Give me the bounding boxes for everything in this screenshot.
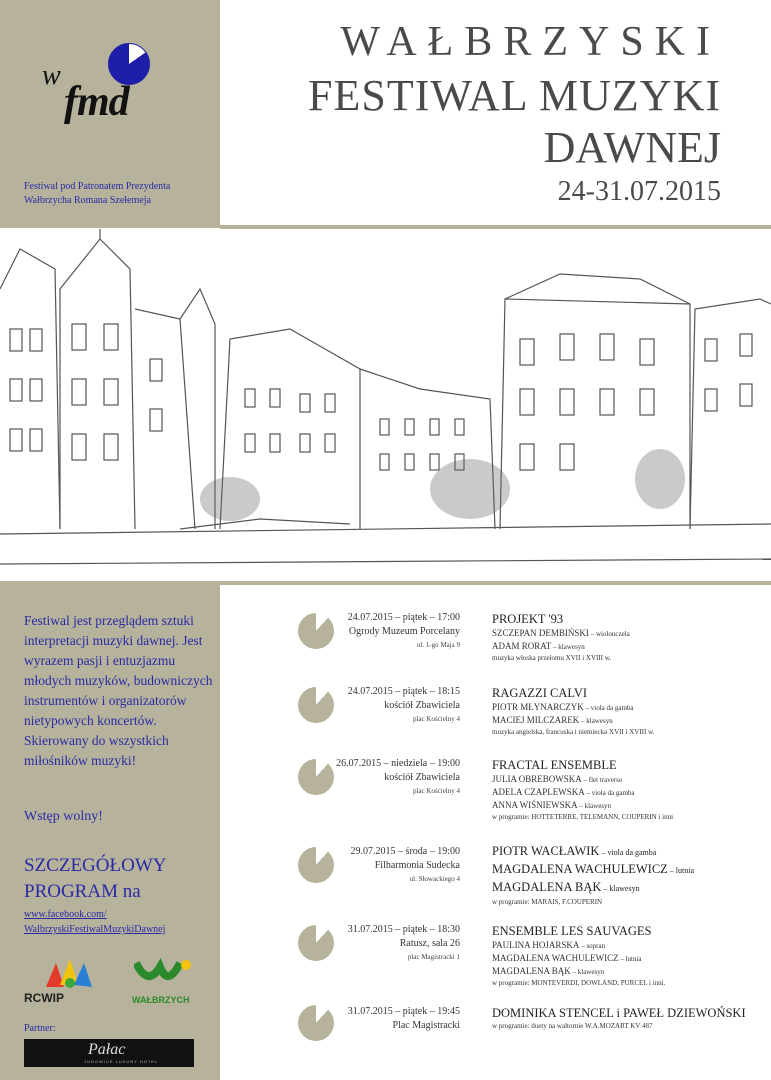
- performer: [492, 965, 762, 978]
- event-note: muzyka włoska przełomu XVII i XVIII w.: [492, 654, 612, 662]
- sponsor-logos: [22, 955, 212, 1015]
- event-date: 29.07.2015 – środa – 19:00: [350, 846, 460, 857]
- performer: [492, 939, 762, 952]
- title-line-2: FESTIWAL MUZYKI: [308, 71, 721, 120]
- festival-logo: [38, 40, 178, 140]
- event-address: plac Magistracki 1: [407, 953, 460, 961]
- event-address: ul. 1-go Maja 9: [416, 641, 460, 649]
- performer-name: MAGDALENA WACHULEWICZ: [492, 862, 668, 876]
- event-title: RAGAZZI CALVI: [492, 686, 588, 700]
- logo-letters-fmd: fmd: [64, 79, 129, 125]
- performer-name: JULIA OBREBOWSKA: [492, 774, 582, 784]
- performer: [492, 879, 762, 897]
- performer-role: – viola da gamba: [599, 848, 657, 857]
- festival-description: Festiwal jest przeglądem sztuki interpretacji muzyki dawnej. Jest wyrazem pasji i entuzjazmu młodych muzyków, budowniczych instrumentów i organizatorów nietypowych koncertów. Skierowany do wszystkich miłośników muzyki!: [24, 613, 213, 768]
- detailed-program-line-2: PROGRAM na: [24, 881, 141, 902]
- event-when: [300, 685, 460, 725]
- partner-name: Pałac: [88, 1041, 126, 1058]
- performer: [492, 627, 762, 640]
- event-note: w programie: duety na waltornie W.A.MOZART KV 487: [492, 1022, 653, 1030]
- performer: [492, 952, 762, 965]
- concert-program: [220, 585, 771, 1080]
- event-when: [300, 757, 460, 797]
- info-side-panel: [0, 585, 220, 1080]
- title-line-3: DAWNEJ: [543, 123, 721, 172]
- partner-label: Partner:: [24, 1023, 56, 1034]
- performer-role: – lutnia: [618, 955, 642, 963]
- performer-role: – klawesyn: [601, 884, 640, 893]
- event-place: Ogrody Muzeum Porcelany: [348, 626, 460, 637]
- performer-name: ADAM RORAT: [492, 641, 552, 651]
- header-side-panel: [0, 0, 220, 228]
- event-date: 31.07.2015 – piątek – 19:45: [347, 1006, 460, 1017]
- event-place: kościół Zbawiciela: [384, 700, 460, 711]
- walbrzych-logo-icon: [134, 957, 192, 987]
- event-place: kościół Zbawiciela: [384, 772, 460, 783]
- performer-name: ADELA CZAPLEWSKA: [492, 787, 585, 797]
- town-square-sketch: [0, 229, 771, 581]
- event-place: Filharmonia Sudecka: [374, 860, 460, 871]
- event-address: plac Kościelny 4: [412, 715, 460, 723]
- title-line-1: WAŁBRZYSKI: [340, 19, 721, 65]
- event-when: [300, 1005, 460, 1033]
- event-place: Plac Magistracki: [392, 1020, 460, 1031]
- event-title: ENSEMBLE LES SAUVAGES: [492, 924, 652, 938]
- facebook-link-line-2: WalbrzyskiFestiwalMuzykiDawnej: [24, 924, 166, 935]
- performer-name: PAULINA HOJARSKA: [492, 940, 580, 950]
- partner-logo: [24, 1039, 194, 1067]
- performer: [492, 701, 762, 714]
- performer-name: MAGDALENA WACHULEWICZ: [492, 953, 619, 963]
- performer-role: – klawesyn: [551, 643, 585, 651]
- performer-role: – viola da gamba: [583, 704, 634, 712]
- event-address: plac Kościelny 4: [412, 787, 460, 795]
- event-what: [492, 611, 762, 664]
- event-date: 31.07.2015 – piątek – 18:30: [347, 924, 460, 935]
- facebook-link-line-1: www.facebook.com/: [24, 909, 107, 920]
- event-note: muzyka angielska, francuska i niemiecka XVII i XVIII w.: [492, 728, 655, 736]
- rcwip-label: RCWIP: [24, 991, 64, 1005]
- performer-name: SZCZEPAN DEMBIŃSKI: [492, 628, 589, 638]
- performer-role: – flet traverso: [581, 776, 623, 784]
- event-date: 26.07.2015 – niedziela – 19:00: [336, 758, 460, 769]
- event-when: [300, 611, 460, 651]
- event-title: PROJEKT '93: [492, 612, 564, 626]
- event-when: [300, 845, 460, 885]
- performer-role: – sopran: [579, 942, 606, 950]
- performer-role: – wiolonczela: [588, 630, 630, 638]
- event-note: w programie: HOTTETERRE, TELEMANN, COUPERIN i inni: [492, 813, 674, 821]
- performer: [492, 799, 762, 812]
- detailed-program-heading: [24, 853, 214, 905]
- event-what: [492, 923, 762, 989]
- detailed-program-line-1: SZCZEGÓŁOWY: [24, 855, 167, 876]
- facebook-link[interactable]: [24, 907, 214, 937]
- title-block: [220, 0, 771, 228]
- performer: [492, 843, 762, 861]
- rcwip-logo-icon: [42, 957, 98, 993]
- performer-name: MAGDALENA BĄK: [492, 966, 571, 976]
- event-what: [492, 843, 762, 908]
- performer-name: ANNA WIŚNIEWSKA: [492, 800, 578, 810]
- performer-role: – viola da gamba: [584, 789, 635, 797]
- performer-name: PIOTR MŁYNARCZYK: [492, 702, 584, 712]
- logo-letter-w: w: [42, 60, 61, 91]
- event-date: 24.07.2015 – piątek – 18:15: [347, 686, 460, 697]
- event-what: [492, 757, 762, 823]
- town-square-sketch-image: [0, 229, 771, 581]
- performer: [492, 640, 762, 653]
- performer: [492, 786, 762, 799]
- free-entry-note: Wstęp wolny!: [24, 809, 103, 824]
- performer-name: PIOTR WACŁAWIK: [492, 844, 600, 858]
- event-note: w programie: MARAIS, F.COUPERIN: [492, 898, 603, 906]
- performer-role: – klawesyn: [577, 802, 612, 810]
- performer-name: MACIEJ MILCZAREK: [492, 715, 580, 725]
- event-what: [492, 685, 762, 738]
- event-when: [300, 923, 460, 963]
- event-title: FRACTAL ENSEMBLE: [492, 758, 617, 772]
- partner-subtitle: JUGOWICE LUXURY HOTEL: [84, 1059, 159, 1064]
- performer: [492, 773, 762, 786]
- event-place: Ratusz, sala 26: [399, 938, 460, 949]
- performer: [492, 861, 762, 879]
- festival-dates: 24-31.07.2015: [557, 176, 721, 207]
- event-what: [492, 1005, 762, 1032]
- event-note: w programie: MONTEVERDI, DOWLAND, PURCEL i inni.: [492, 979, 666, 987]
- patronage-text: Festiwal pod Patronatem Prezydenta Wałbrzycha Romana Szełemeja: [24, 181, 171, 206]
- event-title: DOMINIKA STENCEL i PAWEŁ DZIEWOŃSKI: [492, 1006, 746, 1020]
- event-address: ul. Słowackiego 4: [409, 875, 460, 883]
- performer-name: MAGDALENA BĄK: [492, 880, 602, 894]
- walbrzych-label: WAŁBRZYCH: [132, 995, 190, 1005]
- event-date: 24.07.2015 – piątek – 17:00: [347, 612, 460, 623]
- performer-role: – klawesyn: [570, 968, 605, 976]
- performer-role: – klawesyn: [579, 717, 613, 725]
- performer: [492, 714, 762, 727]
- performer-role: – lutnia: [667, 866, 695, 875]
